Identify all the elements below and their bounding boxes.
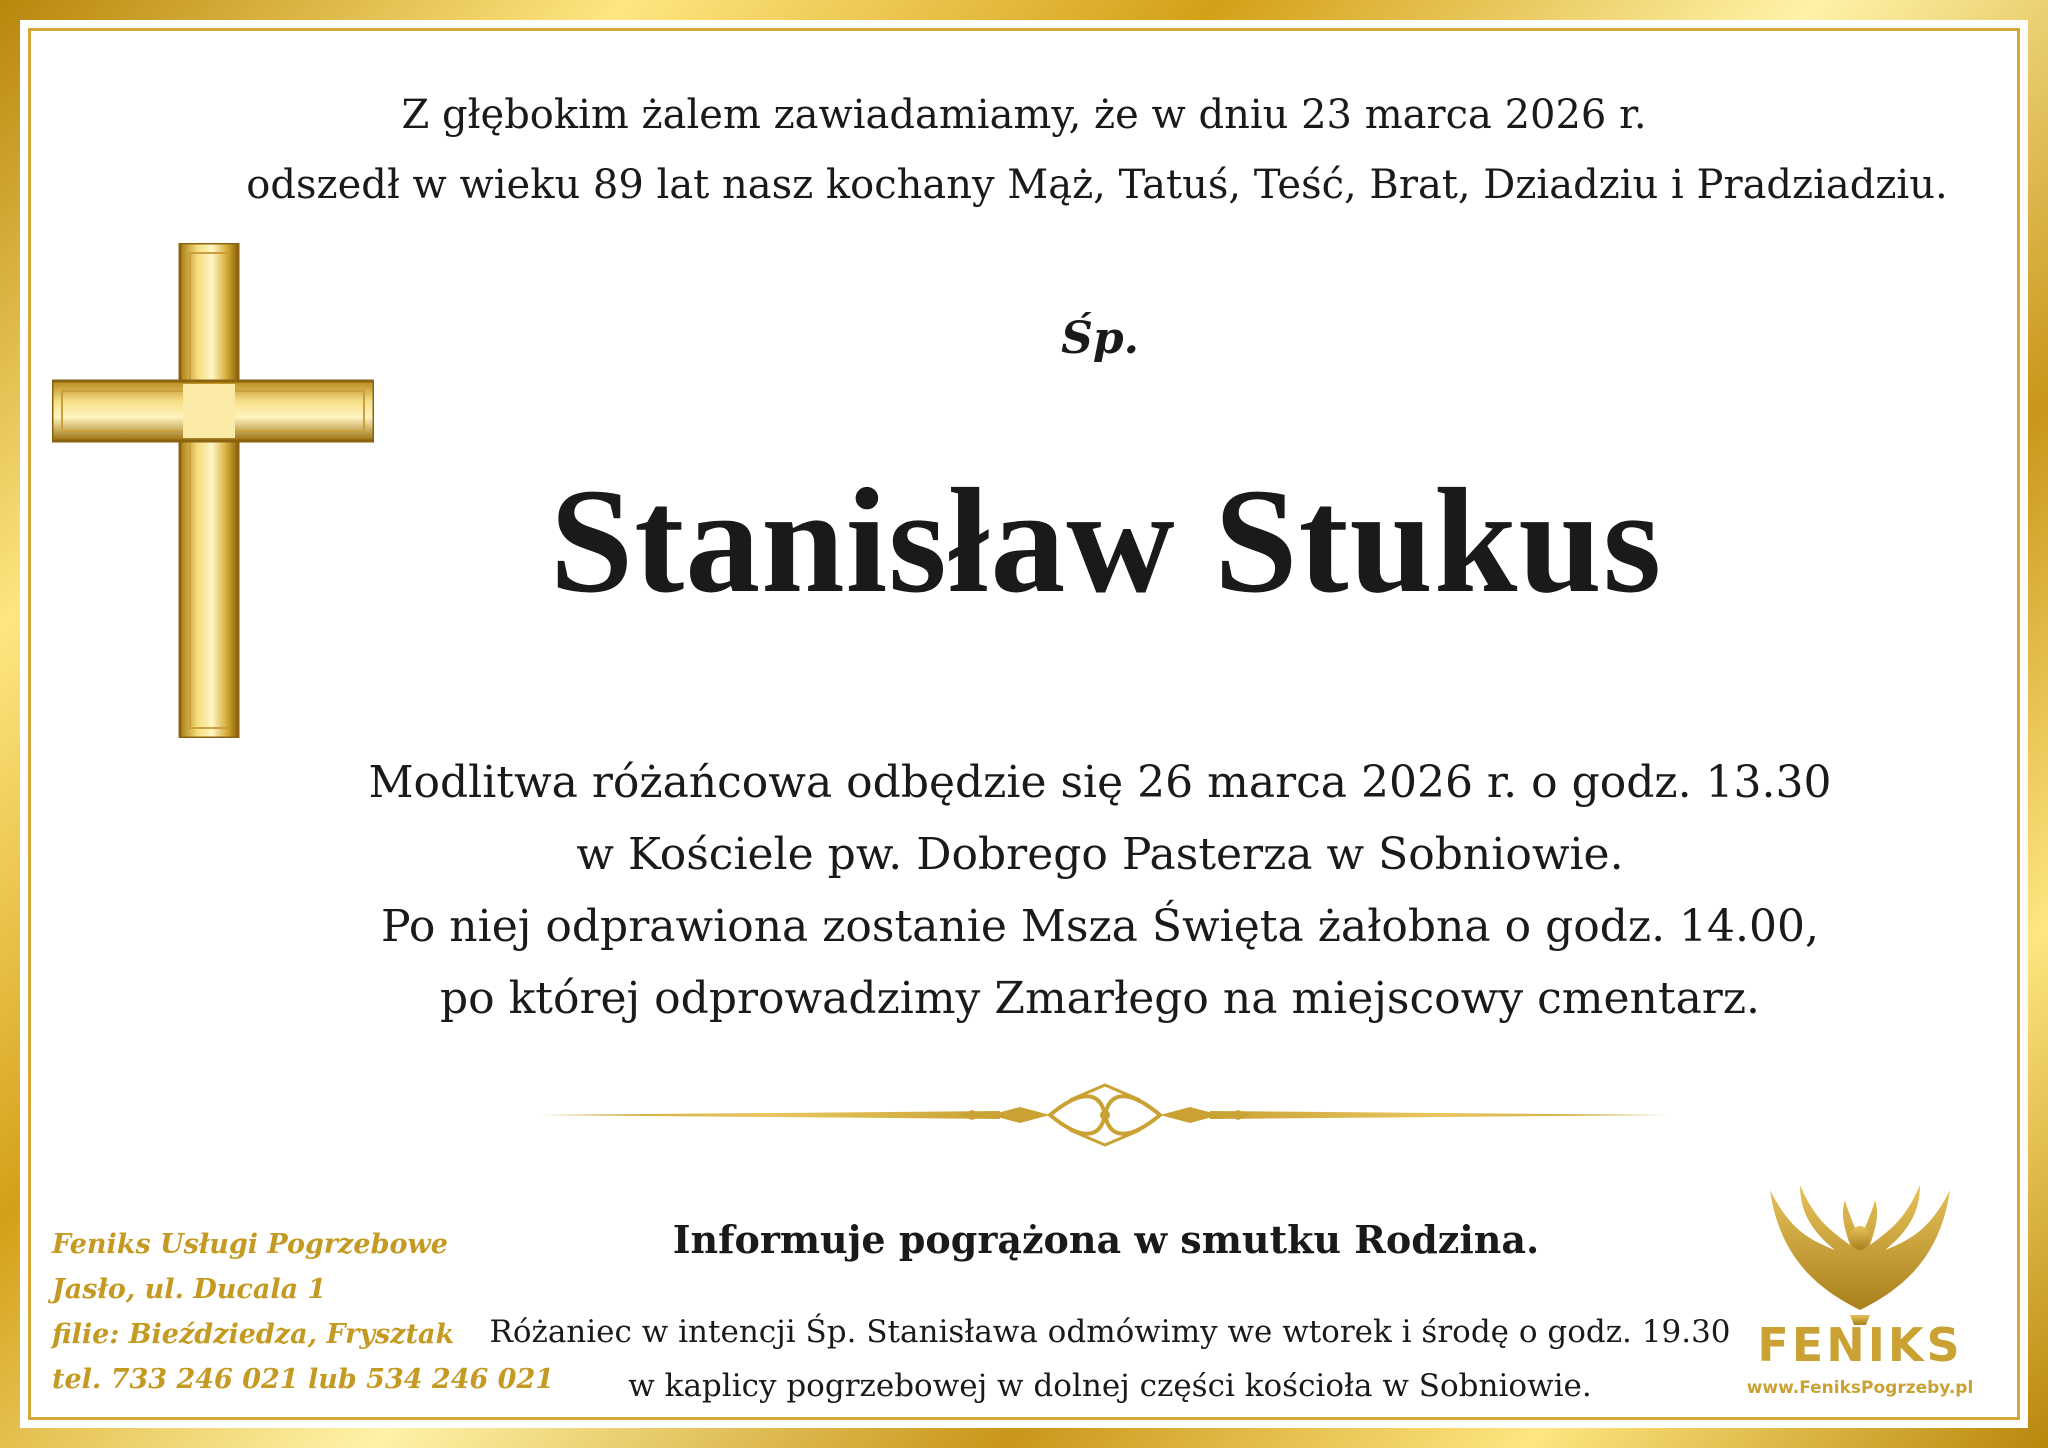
ceremony-info [0,747,2048,1035]
company-address: Jasło, ul. Ducala 1 [52,1274,327,1305]
rosary-line: Różaniec w intencji Śp. Stanisława odmówimy we wtorek i środę o godz. 19.30 [489,1314,1731,1350]
divider-ornament-icon [540,1080,1670,1150]
company-name: Feniks Usługi Pogrzebowe [52,1229,448,1260]
deceased-name: Stanisław Stukus [549,458,1663,624]
family-signature: Informuje pogrążona w smutku Rodzina. [672,1217,1540,1262]
company-phone: tel. 733 246 021 lub 534 246 021 [52,1364,555,1395]
intro-line-1: Z głębokim żalem zawiadamiamy, że w dniu 23 marca 2026 r. [401,92,1647,138]
honorific: Śp. [1061,313,1139,364]
ceremony-line: Modlitwa różańcowa odbędzie się 26 marca 2026 r. o godz. 13.30 [368,757,1832,808]
ceremony-line: w Kościele pw. Dobrego Pasterza w Sobniowie. [576,829,1624,880]
website-link[interactable]: www.FeniksPogrzeby.pl [1746,1378,1974,1398]
company-branches: filie: Bieździedza, Frysztak [52,1319,455,1350]
ceremony-line: po której odprowadzimy Zmarłego na miejscowy cmentarz. [439,973,1761,1024]
ceremony-line: Po niej odprawiona zostanie Msza Święta żałobna o godz. 14.00, [381,901,1819,952]
logo-text: FENIKS [1757,1318,1963,1372]
company-info [52,1222,554,1402]
intro-line-2: odszedł w wieku 89 lat nasz kochany Mąż, Tatuś, Teść, Brat, Dziadziu i Pradziadziu. [246,162,1948,208]
rosary-line: w kaplicy pogrzebowej w dolnej części kościoła w Sobniowie. [628,1368,1592,1404]
